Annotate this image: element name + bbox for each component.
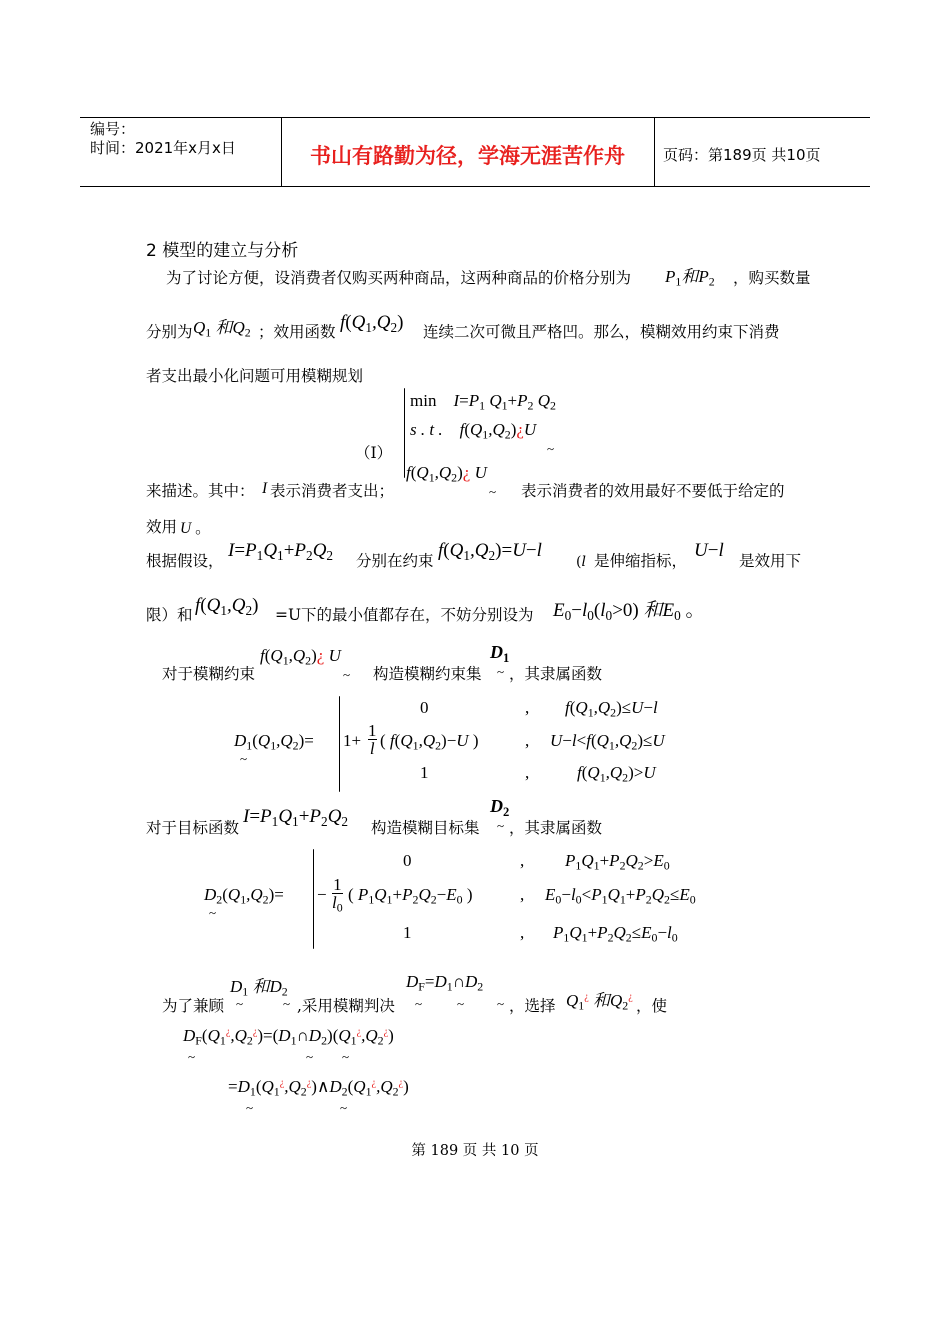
paragraph-text: ，使 — [636, 997, 668, 1015]
paragraph-text: ,采用模糊判决 — [297, 997, 395, 1015]
formula: , — [520, 885, 525, 904]
tilde: ~ — [547, 441, 555, 456]
tilde: ~ — [497, 818, 505, 833]
header-motto: 书山有路勤为径，学海无涯苦作舟 — [310, 144, 625, 168]
document-header — [80, 117, 870, 187]
formula: $Q_1$ 和$Q_2$ — [193, 318, 251, 340]
paragraph-text: 限）和 — [146, 606, 193, 624]
formula: , — [520, 923, 525, 942]
formula: $D_2(Q_1,Q_2)=$ — [204, 885, 284, 907]
formula: min $I=P_1$ $Q_1+P_2$ $Q_2$ — [410, 391, 556, 413]
paragraph-text: 者支出最小化问题可用模糊规划 — [146, 367, 364, 385]
paragraph-text: 效用 — [146, 518, 178, 536]
paragraph-text: 根据假设， — [146, 552, 224, 570]
section-heading: 2 模型的建立与分析 — [146, 241, 299, 261]
tilde: ~ — [343, 667, 351, 682]
formula: $P_1Q_1+P_2Q_2>E_0$ — [565, 851, 670, 873]
paragraph-text: ；效用函数 — [258, 323, 336, 341]
paragraph-text: 是效用下 — [739, 552, 802, 570]
paragraph-text: ，购买数量 — [733, 269, 811, 287]
tilde: ~ — [342, 1049, 350, 1064]
paragraph-text: 对于模糊约束 — [162, 665, 256, 683]
formula: 1 $l_0$ — [332, 875, 343, 915]
formula: 1 — [403, 923, 412, 942]
formula: $U-l<f(Q_1,Q_2)\le U$ — [550, 731, 665, 753]
formula: $D_F(Q_1^¿,Q_2^¿)=(D_1\cap D_2)(Q_1^¿,Q_2^¿)$ — [183, 1026, 394, 1048]
formula: $P_1Q_1+P_2Q_2\le E_0-l_0$ — [553, 923, 678, 945]
paragraph-text: =U下的最小值都存在，不妨分别设为 — [275, 606, 534, 624]
formula: $D_1$ 和$D_2$ — [230, 977, 288, 999]
formula: $f(Q_1,Q_2)$ — [195, 595, 259, 618]
page-footer: 第 189 页 共 10 页 — [411, 1143, 539, 1159]
formula: $Q_1^¿$ 和$Q_2^¿$ — [566, 991, 633, 1013]
paragraph-text: 对于目标函数 — [146, 819, 240, 837]
tilde: ~ — [306, 1049, 314, 1064]
formula: $D_2$ — [490, 796, 510, 819]
formula: 1+ — [343, 731, 362, 750]
formula: $I=P_1Q_1+P_2Q_2$ — [243, 806, 349, 829]
brace — [339, 696, 340, 792]
formula: , — [520, 851, 525, 870]
tilde: ~ — [188, 1049, 196, 1064]
brace — [313, 849, 314, 949]
paragraph-text: 分别为 — [146, 323, 193, 341]
formula: , — [525, 698, 530, 717]
brace — [404, 388, 405, 478]
tilde: ~ — [209, 905, 217, 920]
formula: $f(Q_1,Q_2)¿$ U — [260, 646, 341, 668]
tilde: ~ — [415, 996, 423, 1011]
formula: U 。 — [180, 520, 211, 537]
formula: U−l — [694, 540, 724, 561]
formula: 0 — [420, 698, 429, 717]
formula: $P_1$和$P_2$ — [665, 267, 715, 289]
formula: $E_0-l_0<P_1Q_1+P_2Q_2\le E_0$ — [545, 885, 696, 907]
tilde: ~ — [240, 751, 248, 766]
tilde: ~ — [236, 996, 244, 1011]
header-page-info: 页码：第189页 共10页 — [663, 146, 821, 164]
formula: , — [525, 763, 530, 782]
paragraph-text: 为了兼顾 — [162, 997, 225, 1015]
tilde: ~ — [246, 1100, 254, 1115]
formula: $I=P_1Q_1+P_2Q_2$ — [228, 540, 334, 563]
serial-label: 编号： — [90, 120, 136, 138]
formula: $D_1$ — [490, 642, 510, 665]
formula: $D_F=D_1\cap D_2$ — [406, 972, 484, 994]
header-meta — [90, 120, 236, 158]
tilde: ~ — [497, 664, 505, 679]
formula: s . t . $f(Q_1,Q_2)¿U$ — [410, 420, 537, 442]
tilde: ~ — [283, 996, 291, 1011]
paragraph-text: ，选择 — [509, 997, 556, 1015]
formula: I — [262, 480, 268, 497]
formula: 0 — [403, 851, 412, 870]
formula: , — [525, 731, 530, 750]
paragraph-text: 表示消费者的效用最好不要低于给定的 — [521, 482, 785, 500]
date-line: 时间：2021年x月x日 — [90, 139, 236, 157]
paragraph-text: 分别在约束 — [356, 552, 434, 570]
tilde: ~ — [457, 996, 465, 1011]
paragraph-text: ，其隶属函数 — [509, 665, 603, 683]
paragraph-text: 表示消费者支出； — [270, 482, 395, 500]
formula: $f(Q_1,Q_2)\le U-l$ — [565, 698, 658, 720]
formula: − — [317, 885, 327, 904]
paragraph-text: 来描述。其中： — [146, 482, 255, 500]
paragraph-text: (l — [576, 554, 586, 570]
formula: $D_1(Q_1,Q_2)=$ — [234, 731, 314, 753]
formula: 1 l — [368, 721, 377, 758]
paragraph-text: 构造模糊约束集 — [373, 665, 482, 683]
tilde: ~ — [497, 996, 505, 1011]
paragraph-text: 是伸缩指标， — [594, 552, 688, 570]
formula: $f(Q_1,Q_2)$ — [340, 312, 404, 335]
formula: $=D_1(Q_1^¿,Q_2^¿)\wedge D_2(Q_1^¿,Q_2^¿)$ — [228, 1077, 409, 1099]
formula: ( $P_1Q_1+P_2Q_2-E_0$ ) — [348, 885, 473, 907]
formula: 1 — [420, 763, 429, 782]
tilde: ~ — [489, 484, 497, 499]
formula: $f(Q_1,Q_2)>U$ — [577, 763, 656, 785]
paragraph-text: ，其隶属函数 — [509, 819, 603, 837]
tilde: ~ — [340, 1100, 348, 1115]
paragraph-text: 连续二次可微且严格凹。那么，模糊效用约束下消费 — [423, 323, 780, 341]
model-label: （Ⅰ） — [355, 444, 393, 462]
paragraph-text: 构造模糊目标集 — [371, 819, 480, 837]
formula: $f(Q_1,Q_2)¿$ U — [406, 463, 487, 485]
formula: $E_0-l_0(l_0>0)$ 和$E_0$ 。 — [553, 600, 705, 623]
formula: ( $f(Q_1,Q_2)-U$ ) — [380, 731, 479, 753]
formula: $f(Q_1,Q_2)=U-l$ — [438, 540, 542, 563]
paragraph-text: 为了讨论方便，设消费者仅购买两种商品，这两种商品的价格分别为 — [166, 269, 632, 287]
